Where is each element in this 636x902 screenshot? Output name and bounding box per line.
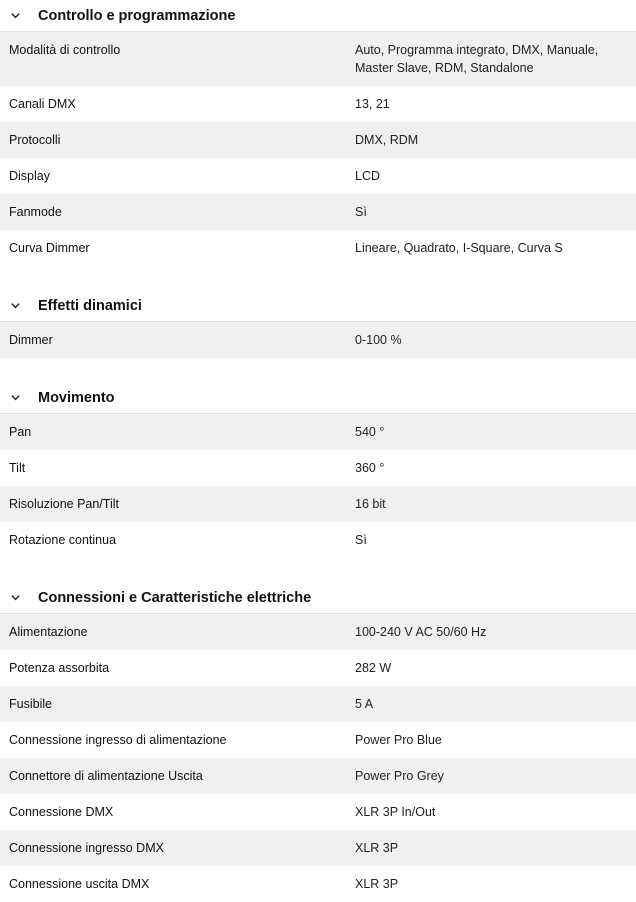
section-movimento	[0, 382, 636, 558]
spec-row	[0, 830, 636, 866]
spec-label: Connessione ingresso di alimentazione	[9, 733, 227, 747]
spec-label: Fusibile	[9, 697, 53, 711]
spec-label: Display	[9, 169, 50, 183]
spec-label: Tilt	[9, 461, 26, 475]
spec-label: Protocolli	[9, 133, 61, 147]
spec-row	[0, 86, 636, 122]
spec-label: Connessione DMX	[9, 805, 114, 819]
spec-row	[0, 194, 636, 230]
spec-row	[0, 486, 636, 522]
spec-row	[0, 650, 636, 686]
spec-value: Auto, Programma integrato, DMX, Manuale, Master Slave, RDM, Standalone	[355, 43, 599, 75]
spec-label: Connessione ingresso DMX	[9, 841, 164, 855]
spec-label: Pan	[9, 425, 32, 439]
section-title: Effetti dinamici	[38, 297, 142, 314]
spec-value: 540 °	[355, 425, 385, 439]
spec-label: Modalità di controllo	[9, 43, 121, 57]
spec-row	[0, 158, 636, 194]
section-header-movimento[interactable]	[0, 382, 636, 414]
spec-value: 360 °	[355, 461, 385, 475]
spec-row	[0, 230, 636, 266]
section-connessioni	[0, 582, 636, 902]
spec-row	[0, 686, 636, 722]
spec-value: Lineare, Quadrato, I-Square, Curva S	[355, 241, 563, 255]
spec-row	[0, 122, 636, 158]
section-header-effetti[interactable]	[0, 290, 636, 322]
spec-row	[0, 614, 636, 650]
spec-value: XLR 3P	[355, 877, 399, 891]
spec-label: Dimmer	[9, 333, 53, 347]
spec-row	[0, 32, 636, 86]
spec-label: Rotazione continua	[9, 533, 117, 547]
spec-label: Connettore di alimentazione Uscita	[9, 769, 203, 783]
spec-value: 282 W	[355, 661, 392, 675]
section-spacer	[0, 358, 636, 382]
spec-value: Power Pro Grey	[355, 769, 444, 783]
spec-value: XLR 3P In/Out	[355, 805, 436, 819]
spec-label: Risoluzione Pan/Tilt	[9, 497, 120, 511]
spec-label: Potenza assorbita	[9, 661, 110, 675]
section-title: Movimento	[38, 389, 115, 406]
spec-row	[0, 322, 636, 358]
section-spacer	[0, 558, 636, 582]
section-header-connessioni[interactable]	[0, 582, 636, 614]
spec-value: Sì	[355, 533, 367, 547]
spec-label: Fanmode	[9, 205, 62, 219]
spec-row	[0, 522, 636, 558]
spec-value: DMX, RDM	[355, 133, 419, 147]
spec-row	[0, 414, 636, 450]
spec-label: Connessione uscita DMX	[9, 877, 150, 891]
spec-value: LCD	[355, 169, 381, 183]
spec-value: Sì	[355, 205, 367, 219]
section-header-controllo[interactable]	[0, 0, 636, 32]
spec-row	[0, 794, 636, 830]
spec-label: Canali DMX	[9, 97, 76, 111]
spec-value: 0-100 %	[355, 333, 402, 347]
chevron-down-icon	[0, 0, 38, 32]
spec-row	[0, 866, 636, 902]
spec-value: XLR 3P	[355, 841, 399, 855]
section-effetti-dinamici	[0, 290, 636, 358]
section-title: Controllo e programmazione	[38, 7, 236, 24]
spec-value: Power Pro Blue	[355, 733, 442, 747]
chevron-down-icon	[0, 290, 38, 322]
spec-label: Alimentazione	[9, 625, 88, 639]
spec-value: 100-240 V AC 50/60 Hz	[355, 625, 487, 639]
spec-value: 5 A	[355, 697, 374, 711]
spec-row	[0, 722, 636, 758]
spec-value: 16 bit	[355, 497, 386, 511]
spec-row	[0, 758, 636, 794]
spec-row	[0, 450, 636, 486]
chevron-down-icon	[0, 582, 38, 614]
section-spacer	[0, 266, 636, 290]
chevron-down-icon	[0, 382, 38, 414]
section-title: Connessioni e Caratteristiche elettriche	[38, 589, 312, 606]
spec-value: 13, 21	[355, 97, 390, 111]
spec-label: Curva Dimmer	[9, 241, 90, 255]
section-controllo-e-programmazione	[0, 0, 636, 266]
